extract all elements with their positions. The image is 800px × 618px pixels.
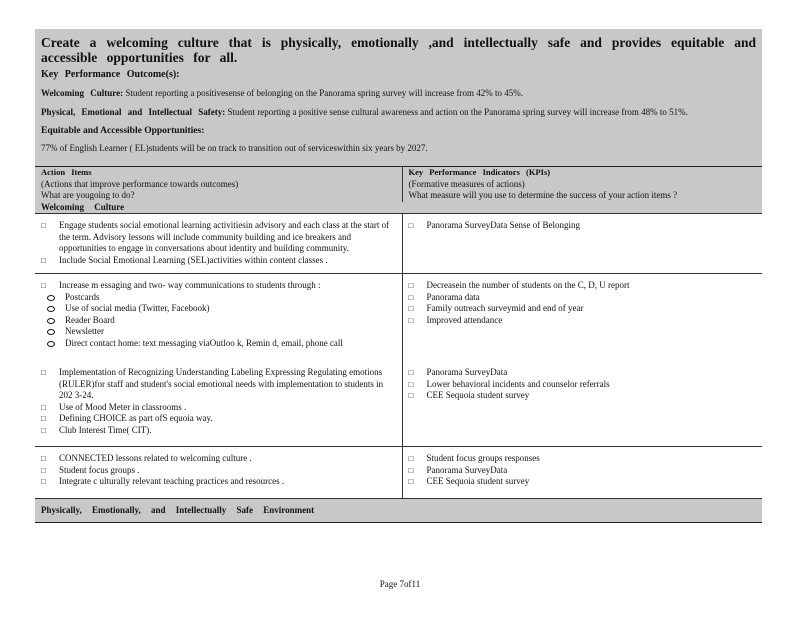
kpi-item: □ Decreasein the number of students on the C, D, U report [409,280,757,292]
kpi-item: □ CEE Sequoia student survey [409,390,757,402]
table-row [35,214,762,274]
sub-item: Newsletter [45,326,396,338]
goal-label: Equitable and Accessible Opportunities: [41,126,205,136]
goal-welcoming [41,88,756,99]
goal-label: Welcoming Culture: [41,88,124,98]
goal-header [35,29,762,166]
column-subtitle: (Actions that improve performance towards outcomes) [41,178,239,189]
kpi-item: □ Family outreach surveymid and end of year [409,303,757,315]
sub-item: Direct contact home: text messaging viaOutloo k, Remin d, email, phone call [45,338,396,350]
kpi-header [402,167,762,202]
action-item: □ CONNECTED lessons related to welcoming culture . [41,453,396,465]
column-subtitle: (Formative measures of actions) [408,178,525,189]
kpi-item: □ Panorama data [409,292,757,304]
action-items-header [35,167,402,202]
document-page [35,29,762,523]
action-table [35,167,762,522]
kpi-item: □ Improved attendance [409,315,757,327]
action-item: □ Integrate c ulturally relevant teaching practices and resources . [41,476,396,488]
column-question: What are yougoing to do? [41,190,135,200]
kpo-label: Key Performance Outcome(s): [41,69,180,80]
goal-title: Create a welcoming culture that is physically, emotionally ,and intellectually safe and provides equitable and accessible opportunities for all. [41,35,756,65]
goal-text: 77% of English Learner ( EL)students will be on track to transition out of serviceswithin six years by 2027. [41,143,428,153]
table-row [35,367,762,447]
kpi-item: □ Student focus groups responses [409,453,757,465]
goal-equitable [41,126,756,154]
section-welcoming-culture: Welcoming Culture [35,202,762,214]
kpi-item: □ Panorama SurveyData [409,465,757,477]
page-number: Page 7of11 [379,579,421,589]
column-question: What measure will you use to determine the success of your action items ? [408,190,678,200]
table-row [35,274,762,368]
kpi-item: □ Panorama SurveyData [409,367,757,379]
goal-label: Physical, Emotional and Intellectual Safety: [41,107,226,117]
kpi-item: □ Panorama SurveyData Sense of Belonging [409,220,757,232]
action-item: □ Implementation of Recognizing Understanding Labeling Expressing Regulating emotions (RULER)for staff and student's social emotional needs with implementation to students in 202 3-24. [41,367,396,402]
action-item: □ Include Social Emotional Learning (SEL)activities within content classes . [41,255,396,267]
goal-text: Student reporting a positivesense of belonging on the Panorama spring survey will increase from 42% to 45%. [125,88,523,98]
kpi-item: □ Lower behavioral incidents and counselor referrals [409,379,757,391]
sub-item: Postcards [45,292,396,304]
column-title: Action Items [41,167,92,177]
action-item: □ Defining CHOICE as part ofS equoia way. [41,413,396,425]
sub-item: Reader Board [45,315,396,327]
goal-text: Student reporting a positive sense cultural awareness and action on the Panorama spring survey will increase from 48% to 51%. [227,107,688,117]
section-safe-environment: Physically, Emotionally, and Intellectually Safe Environment [35,498,762,522]
table-row [35,447,762,499]
action-item: □ Student focus groups . [41,465,396,477]
sub-item: Use of social media (Twitter, Facebook) [45,303,396,315]
action-item: □ Use of Mood Meter in classrooms . [41,402,396,414]
goal-safety [41,107,756,118]
action-item: □ Club Interest Time( CIT). [41,425,396,437]
action-item: □ Increase m essaging and two- way communications to students through : [41,280,396,292]
column-title: Key Performance Indicators (KPIs) [408,167,551,177]
action-item: □ Engage students social emotional learning activitiesin advisory and each class at the start of the term. Advisory lessons will include community building and ice breakers and opportunities to engage in conversations about identity and building community. [41,220,396,255]
kpi-item: □ CEE Sequoia student survey [409,476,757,488]
